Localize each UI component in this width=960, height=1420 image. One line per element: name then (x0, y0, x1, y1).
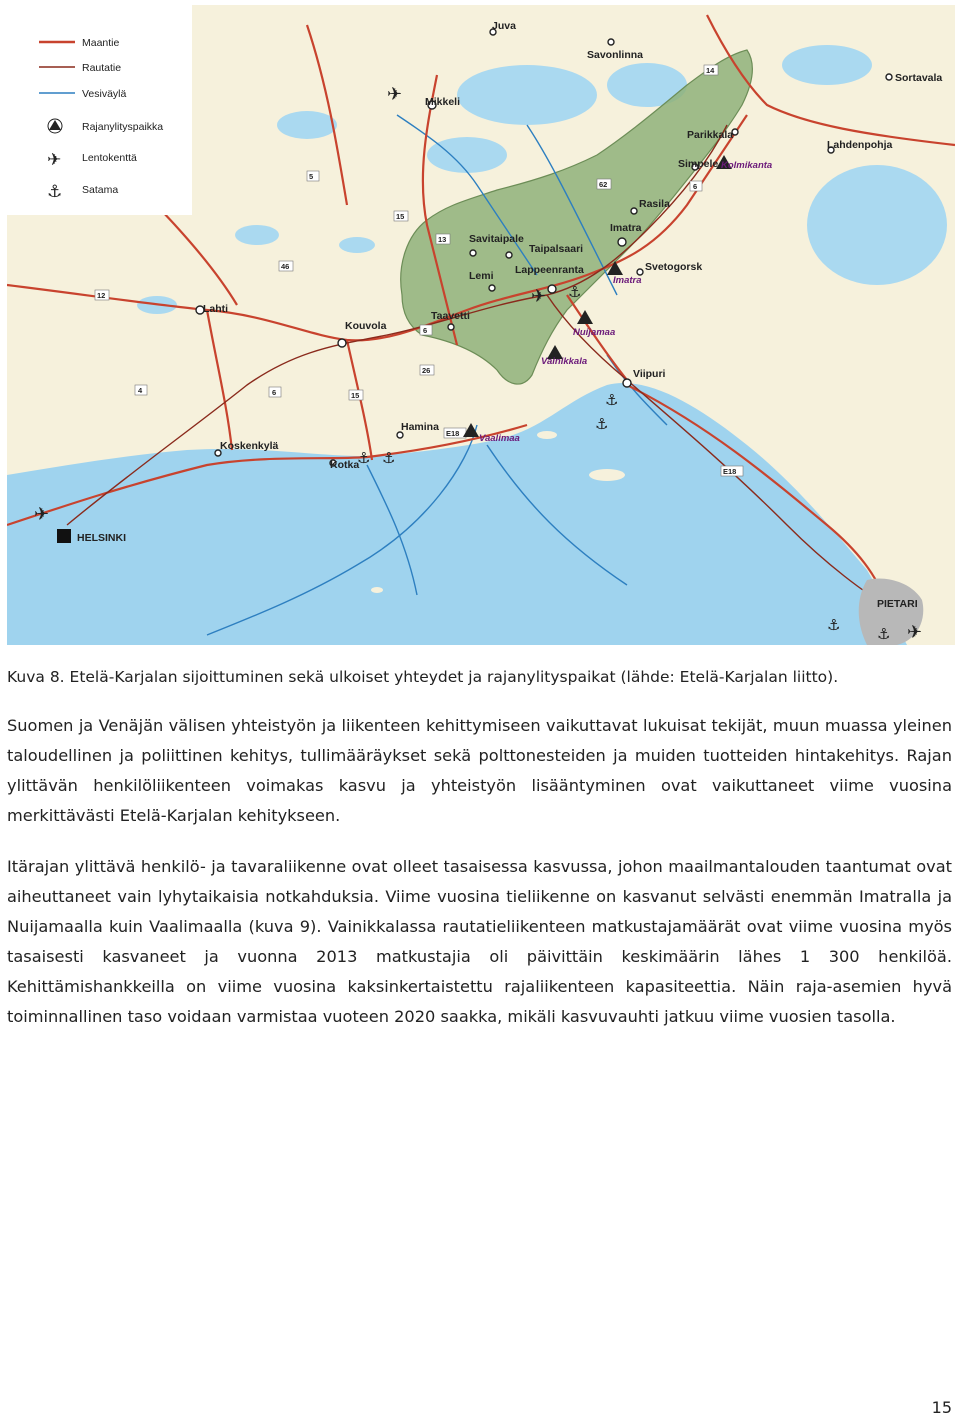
svg-text:⚓: ⚓ (568, 283, 582, 301)
legend-label-rail: Rautatie (82, 62, 122, 74)
road-number: 15 (396, 212, 405, 221)
border-crossing-label: Imatra (613, 275, 642, 286)
city-label: Sortavala (895, 72, 943, 84)
road-number: 13 (438, 235, 447, 244)
city-label: Lahdenpohja (827, 139, 893, 151)
road-number: E18 (723, 467, 737, 476)
legend-label-airport: Lentokenttä (82, 152, 137, 164)
city-label: PIETARI (877, 598, 918, 610)
city-label: Simpele (678, 158, 719, 170)
road-number: 6 (693, 182, 698, 191)
body-paragraph: Suomen ja Venäjän välisen yhteistyön ja liikenteen kehittymiseen vaikuttavat lukuisat tekijät, muun muassa yleinen taloudellinen ja poliittinen kehitys, tullimääräykset sekä polttonesteiden ja muiden tuotteiden hintakehitys. Rajan ylittävän henkilöliikenteen voimakas kasvu ja yhteistyön lisääntyminen ovat vaikuttaneet viime vuosina merkittävästi Etelä-Karjalan kehitykseen. (7, 716, 952, 825)
svg-text:⚓: ⚓ (827, 616, 841, 634)
city-label: Taipalsaari (529, 243, 584, 255)
city-label: Juva (492, 20, 516, 32)
road-number: 12 (97, 291, 106, 300)
border-crossing-label: Nuijamaa (573, 327, 616, 338)
city-label: Svetogorsk (645, 261, 703, 273)
svg-text:✈: ✈ (531, 286, 547, 307)
svg-text:⚓: ⚓ (605, 391, 619, 409)
svg-text:✈: ✈ (387, 84, 403, 105)
city-label: Parikkala (687, 129, 734, 141)
city-label: Savonlinna (587, 49, 644, 61)
city-label: Mikkeli (425, 96, 461, 108)
legend-label-border: Rajanylityspaikka (82, 121, 164, 133)
city-label: Lahti (203, 303, 229, 315)
city-label: Hamina (401, 421, 439, 433)
border-crossing-label: Vainikkala (541, 356, 588, 367)
figure-caption: Kuva 8. Etelä-Karjalan sijoittuminen sekä ulkoiset yhteydet ja rajanylityspaikat (lähde: Etelä-Karjalan liitto). (7, 668, 839, 686)
legend-label-waterway: Vesiväylä (82, 88, 127, 100)
svg-text:✈: ✈ (907, 622, 923, 643)
road-number: 14 (706, 66, 715, 75)
svg-text:⚓: ⚓ (877, 625, 891, 643)
road-number: 4 (138, 386, 143, 395)
border-crossing-label: Vaalimaa (479, 433, 520, 444)
city-label: Kotka (330, 459, 360, 471)
body-paragraph: Itärajan ylittävä henkilö- ja tavaraliikenne ovat olleet tasaisessa kasvussa, johon maailmantalouden taantumat ovat aiheuttaneet vain lyhytaikaisia notkahduksia. Viime vuosina tieliikenne on kasvanut selvästi enemmän Imatralla ja Nuijamaalla kuin Vaalimaalla (kuva 9). Vainikkalassa rautatieliikenteen matkustajamäärät ovat viime vuosina myös tasaisesti kasvaneet ja vuonna 2013 matkustajia oli päivittäin keskimäärin lähes 1 300 henkilöä. Kehittämishankkeilla on viime vuosina kaksinkertaistettu rajaliikenteen kapasiteettia. Näin raja-asemien hyvä toiminnallinen taso voidaan varmistaa vuoteen 2020 saakka, mikäli kasvuvauhti jatkuu viime vuosien tasolla. (7, 857, 952, 1026)
svg-text:✈: ✈ (34, 504, 50, 525)
city-label: Koskenkylä (220, 440, 279, 452)
svg-text:⚓: ⚓ (357, 449, 371, 467)
city-label: Taavetti (431, 310, 470, 322)
city-label: HELSINKI (77, 532, 127, 544)
road-number: 6 (272, 388, 277, 397)
road-number: E18 (446, 429, 460, 438)
city-label: Lemi (469, 270, 494, 282)
city-label: Imatra (610, 222, 642, 234)
harbor-icon: ⚓ (47, 182, 63, 202)
capital-marker (57, 529, 71, 543)
road-number: 5 (309, 172, 314, 181)
city-label: Rasila (639, 198, 670, 210)
svg-text:⚓: ⚓ (382, 449, 396, 467)
border-crossing-label: Kolmikanta (721, 160, 773, 171)
border-crossing-icon (48, 119, 62, 133)
page-number: 15 (931, 1398, 952, 1417)
airport-icon: ✈ (47, 150, 62, 170)
road-number: 62 (599, 180, 608, 189)
legend-label-harbor: Satama (82, 184, 119, 196)
region-map (7, 5, 955, 645)
city-label: Kouvola (345, 320, 387, 332)
road-number: 26 (422, 366, 431, 375)
svg-text:⚓: ⚓ (595, 415, 609, 433)
road-number: 6 (423, 326, 428, 335)
road-number: 46 (281, 262, 290, 271)
city-label: Lappeenranta (515, 264, 584, 276)
city-label: Savitaipale (469, 233, 524, 245)
road-number: 15 (351, 391, 360, 400)
city-label: Viipuri (633, 368, 666, 380)
legend-label-road: Maantie (82, 37, 120, 49)
